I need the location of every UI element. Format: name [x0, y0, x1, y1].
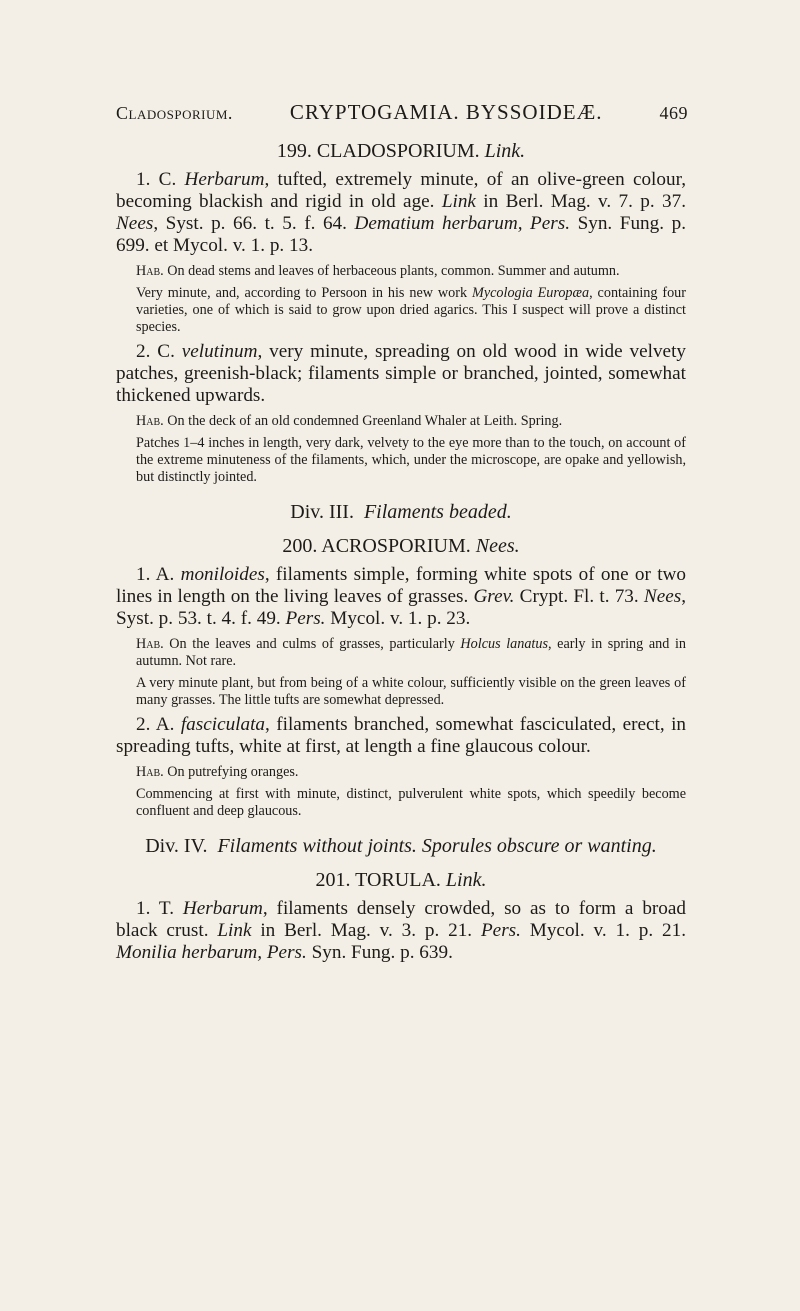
e199-1-text3: , Syst. p. 66. t. 5. f. 64. — [153, 213, 347, 234]
e200-1-text2: Crypt. Fl. t. 73. — [514, 586, 639, 607]
species-entry-a-fasciculata — [116, 714, 686, 758]
e200-1-text4: Mycol. v. 1. p. 23. — [325, 608, 471, 629]
e199-1-name: Herbarum — [184, 169, 265, 190]
e200-2-num: 2. A. — [136, 714, 175, 735]
genus-199-author: Link. — [484, 140, 526, 162]
e200-1-cite1: Grev. — [473, 586, 515, 607]
e201-1-text4: Syn. Fung. p. 639. — [306, 942, 453, 963]
note-c-herbarum — [116, 285, 686, 336]
e200-2-hab: On putrefying oranges. — [163, 764, 299, 780]
e201-1-text3: Mycol. v. 1. p. 21. — [520, 920, 686, 941]
e199-1-cite3: Dematium herbarum, Pers. — [354, 213, 571, 234]
e201-1-cite2: Pers. — [480, 920, 521, 941]
genus-heading-cladosporium — [116, 140, 686, 163]
genus-201-number: 201. — [315, 869, 351, 891]
genus-200-author: Nees. — [475, 535, 520, 557]
e199-1-num: 1. C. — [136, 169, 177, 190]
e200-1-name: moniloides — [180, 564, 265, 585]
e201-1-text2: in Berl. Mag. v. 3. p. 21. — [251, 920, 473, 941]
genus-heading-torula — [116, 869, 686, 892]
e199-2-name: velutinum — [181, 341, 258, 362]
genus-199-name: CLADOSPORIUM. — [316, 140, 480, 162]
div4-title: Filaments without joints. Sporules obscure or wanting. — [217, 835, 657, 857]
e201-1-cite3: Monilia herbarum, Pers. — [116, 942, 307, 963]
div3-label: Div. III. — [290, 501, 354, 523]
habitat-c-velutinum — [116, 413, 686, 430]
div4-label: Div. IV. — [145, 835, 208, 857]
running-head — [116, 100, 688, 125]
genus-200-number: 200. — [282, 535, 318, 557]
division-heading-4 — [116, 834, 686, 859]
e199-2-text: , very minute, spreading on old wood in wide velvety patches, greenish-black; filaments simple or branched, jointed, somewhat thickened upwards. — [116, 341, 686, 406]
note-c-velutinum: Patches 1–4 inches in length, very dark, velvety to the eye more than to the touch, on account of the extreme minuteness of the filaments, which, under the microscope, are opake and yellowish, but distinctly jointed. — [136, 435, 686, 485]
e199-1-hab-label: Hab. — [136, 263, 164, 279]
e199-2-hab-label: Hab. — [136, 413, 164, 429]
division-heading-3 — [116, 500, 686, 525]
e199-1-text2: in Berl. Mag. v. 7. p. 37. — [475, 191, 686, 212]
e199-1-cite2: Nees — [116, 213, 154, 234]
habitat-a-moniloides — [116, 636, 686, 670]
running-head-title: CRYPTOGAMIA. BYSSOIDEÆ. — [289, 100, 603, 124]
genus-heading-acrosporium — [116, 535, 686, 558]
e201-1-num: 1. T. — [136, 898, 175, 919]
e199-1-text1: , tufted, extremely minute, of an olive-green colour, becoming blackish and rigid in old age. — [116, 169, 686, 212]
note-a-fasciculata: Commencing at first with minute, distinct, pulverulent white spots, which speedily become confluent and deep glaucous. — [136, 786, 686, 819]
e200-1-text1: , filaments simple, forming white spots of one or two lines in length on the living leaves of grasses. — [116, 564, 686, 607]
e200-2-name: fasciculata — [180, 714, 266, 735]
page-body — [116, 140, 686, 970]
e201-1-cite1: Link — [217, 920, 252, 941]
e200-1-hab-label: Hab. — [136, 636, 164, 652]
page-number: 469 — [659, 103, 688, 123]
div3-title: Filaments beaded. — [363, 501, 512, 523]
genus-199-number: 199. — [276, 140, 312, 162]
e199-2-num: 2. C. — [136, 341, 175, 362]
e199-1-note1: Very minute, and, according to Persoon in his new work — [136, 285, 472, 301]
e200-1-hab2: , early in spring and in autumn. Not rare. — [136, 636, 686, 669]
running-head-genus: Cladosporium. — [116, 103, 233, 123]
genus-201-name: TORULA. — [355, 869, 441, 891]
habitat-a-fasciculata — [116, 764, 686, 781]
e199-1-cite1: Link — [441, 191, 476, 212]
e199-1-text4: Syn. Fung. p. 699. et Mycol. v. 1. p. 13. — [116, 213, 686, 256]
e199-1-hab: On dead stems and leaves of herbaceous plants, common. Summer and autumn. — [163, 263, 620, 279]
e200-2-hab-label: Hab. — [136, 764, 164, 780]
species-entry-c-velutinum — [116, 341, 686, 407]
genus-201-author: Link. — [445, 869, 487, 891]
note-a-moniloides: A very minute plant, but from being of a white colour, sufficiently visible on the green leaves of many grasses. The little tufts are somewhat depressed. — [136, 675, 686, 708]
e200-1-hab-italic: Holcus lanatus — [460, 636, 548, 652]
e199-1-note-italic: Mycologia Europæa — [472, 285, 590, 301]
e200-1-cite3: Pers. — [285, 608, 326, 629]
e201-1-text1: , filaments densely crowded, so as to form a broad black crust. — [116, 898, 687, 941]
e199-2-hab: On the deck of an old condemned Greenland Whaler at Leith. Spring. — [163, 413, 563, 429]
species-entry-c-herbarum — [116, 169, 686, 257]
e200-1-cite2: Nees — [643, 586, 682, 607]
e200-2-text: , filaments branched, somewhat fasciculated, erect, in spreading tufts, white at first, at length a fine glaucous colour. — [116, 714, 687, 757]
e200-1-text3: , Syst. p. 53. t. 4. f. 49. — [116, 586, 687, 629]
e200-1-hab1: On the leaves and culms of grasses, particularly — [163, 636, 461, 652]
e199-1-note2: , containing four varieties, one of which is said to grow upon dried agarics. This I suspect will prove a distinct species. — [136, 285, 686, 335]
species-entry-t-herbarum — [116, 898, 686, 964]
species-entry-a-moniloides — [116, 564, 686, 630]
e201-1-name: Herbarum — [182, 898, 263, 919]
habitat-c-herbarum — [116, 263, 686, 280]
genus-200-name: ACROSPORIUM. — [321, 535, 471, 557]
e200-1-num: 1. A. — [136, 564, 175, 585]
